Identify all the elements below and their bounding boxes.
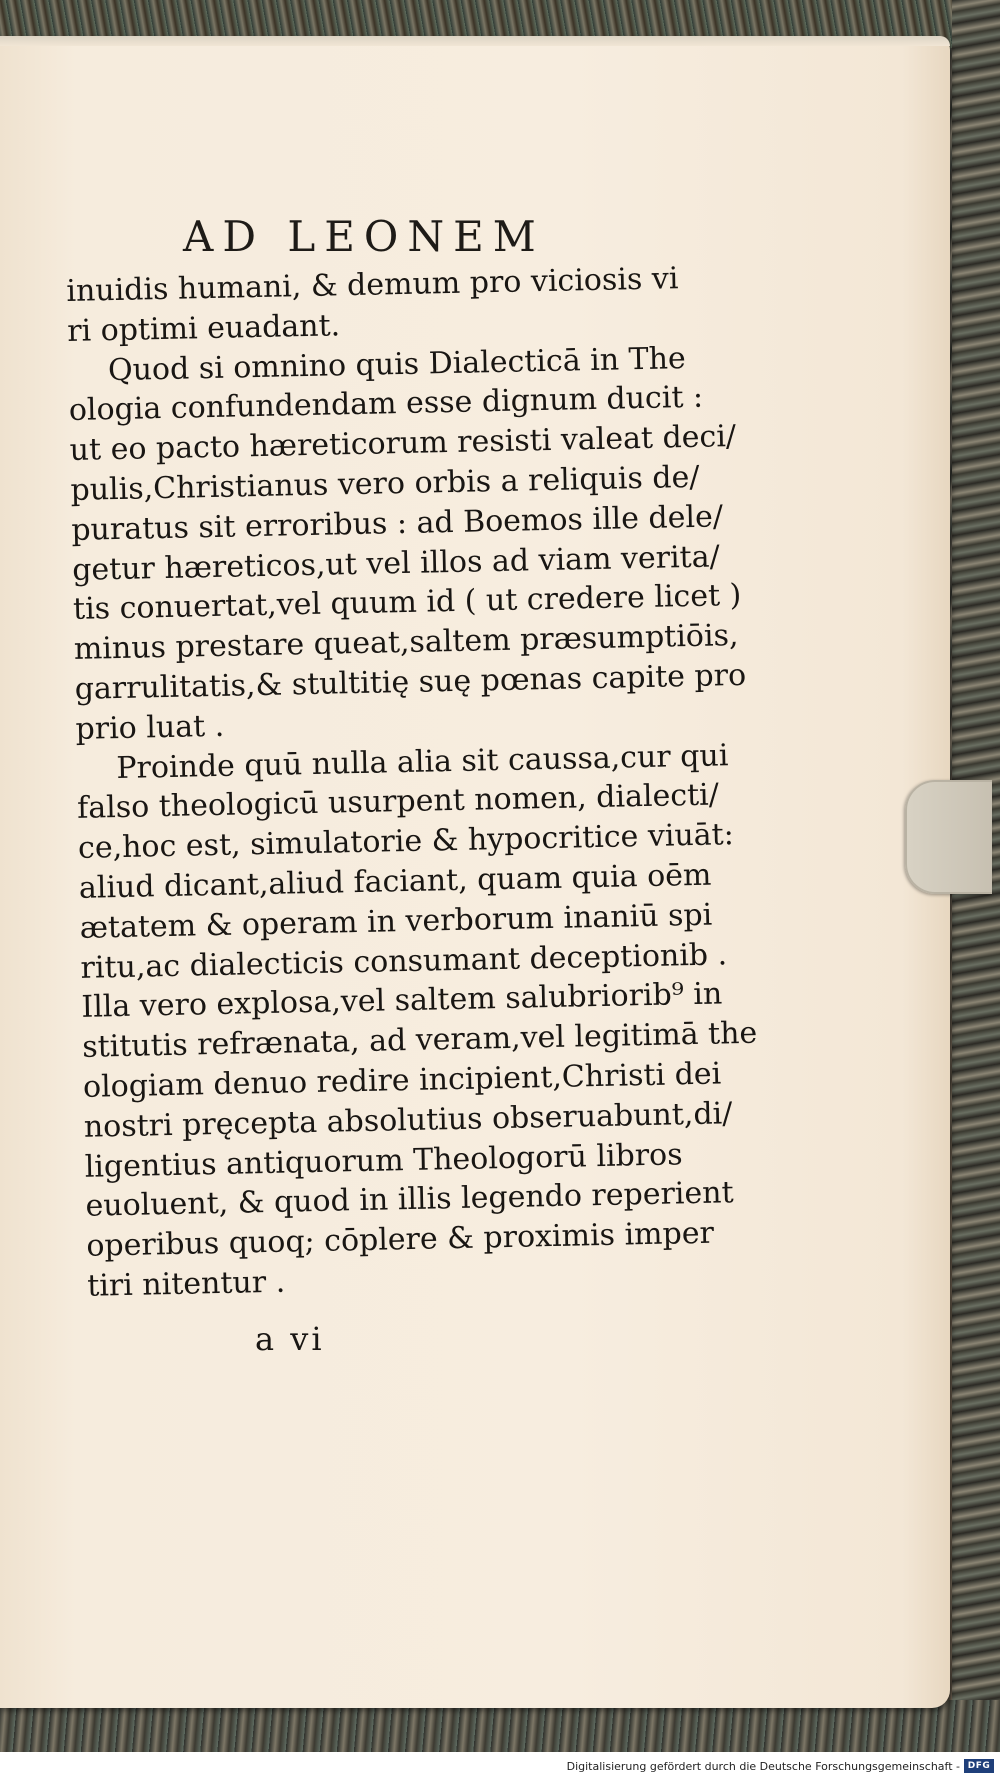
- text-line: ætatem & operam in verborum inaniū spi: [79, 897, 713, 946]
- text-line: ce,hoc est, simulatorie & hypocritice viuāt:: [77, 817, 735, 867]
- text-line: euoluent, & quod in illis legendo reperient: [85, 1175, 734, 1225]
- dfg-logo: DFG: [964, 1759, 994, 1773]
- book-clasp: [905, 780, 992, 894]
- text-line: minus prestare queat,saltem præsumptiōis,: [73, 618, 739, 668]
- text-line: tiri nitentur .: [86, 1264, 286, 1304]
- page-top-edge: [0, 36, 950, 46]
- running-header: AD LEONEM: [183, 212, 545, 261]
- text-line: stitutis refrænata, ad veram,vel legitimā the: [81, 1015, 758, 1065]
- body-text: [66, 258, 768, 1307]
- text-line: getur hæreticos,ut vel illos ad viam verita/: [71, 538, 720, 588]
- text-line: falso theologicū usurpent nomen, dialecti/: [76, 777, 720, 827]
- text-line: nostri pręcepta absolutius obseruabunt,di/: [83, 1095, 733, 1145]
- text-line: tis conuertat,vel quum id ( ut credere licet ): [72, 578, 742, 628]
- text-line: garrulitatis,& stultitię suę pœnas capite pro: [74, 657, 747, 707]
- text-line: Illa vero explosa,vel saltem salubriorib⁹ in: [81, 976, 723, 1026]
- text-line: inuidis humani, & demum pro viciosis vi: [66, 261, 679, 309]
- text-line: ri optimi euadant.: [66, 308, 341, 349]
- text-line: operibus quoq; cōplere & proximis imper: [86, 1215, 715, 1264]
- text-line: ligentius antiquorum Theologorū libros: [84, 1136, 683, 1185]
- text-line: ologia confundendam esse dignum ducit :: [68, 380, 704, 429]
- text-line: prio luat .: [75, 708, 225, 747]
- funding-credit: Digitalisierung gefördert durch die Deutsche Forschungsgemeinschaft -: [566, 1760, 960, 1773]
- text-line: Proinde quū nulla alia sit caussa,cur qui: [116, 737, 729, 786]
- signature-mark: a vi: [255, 1320, 325, 1358]
- text-line: ut eo pacto hæreticorum resisti valeat deci/: [69, 419, 737, 469]
- text-line: puratus sit erroribus : ad Boemos ille dele/: [71, 499, 724, 548]
- text-line: Quod si omnino quis Dialecticā in The: [107, 340, 687, 388]
- text-line: ologiam denuo redire incipient,Christi dei: [82, 1056, 722, 1105]
- text-line: aliud dicant,aliud faciant, quam quia oēm: [78, 857, 712, 906]
- text-line: ritu,ac dialecticis consumant deceptionib .: [80, 936, 728, 986]
- text-line: pulis,Christianus vero orbis a reliquis de/: [70, 459, 700, 508]
